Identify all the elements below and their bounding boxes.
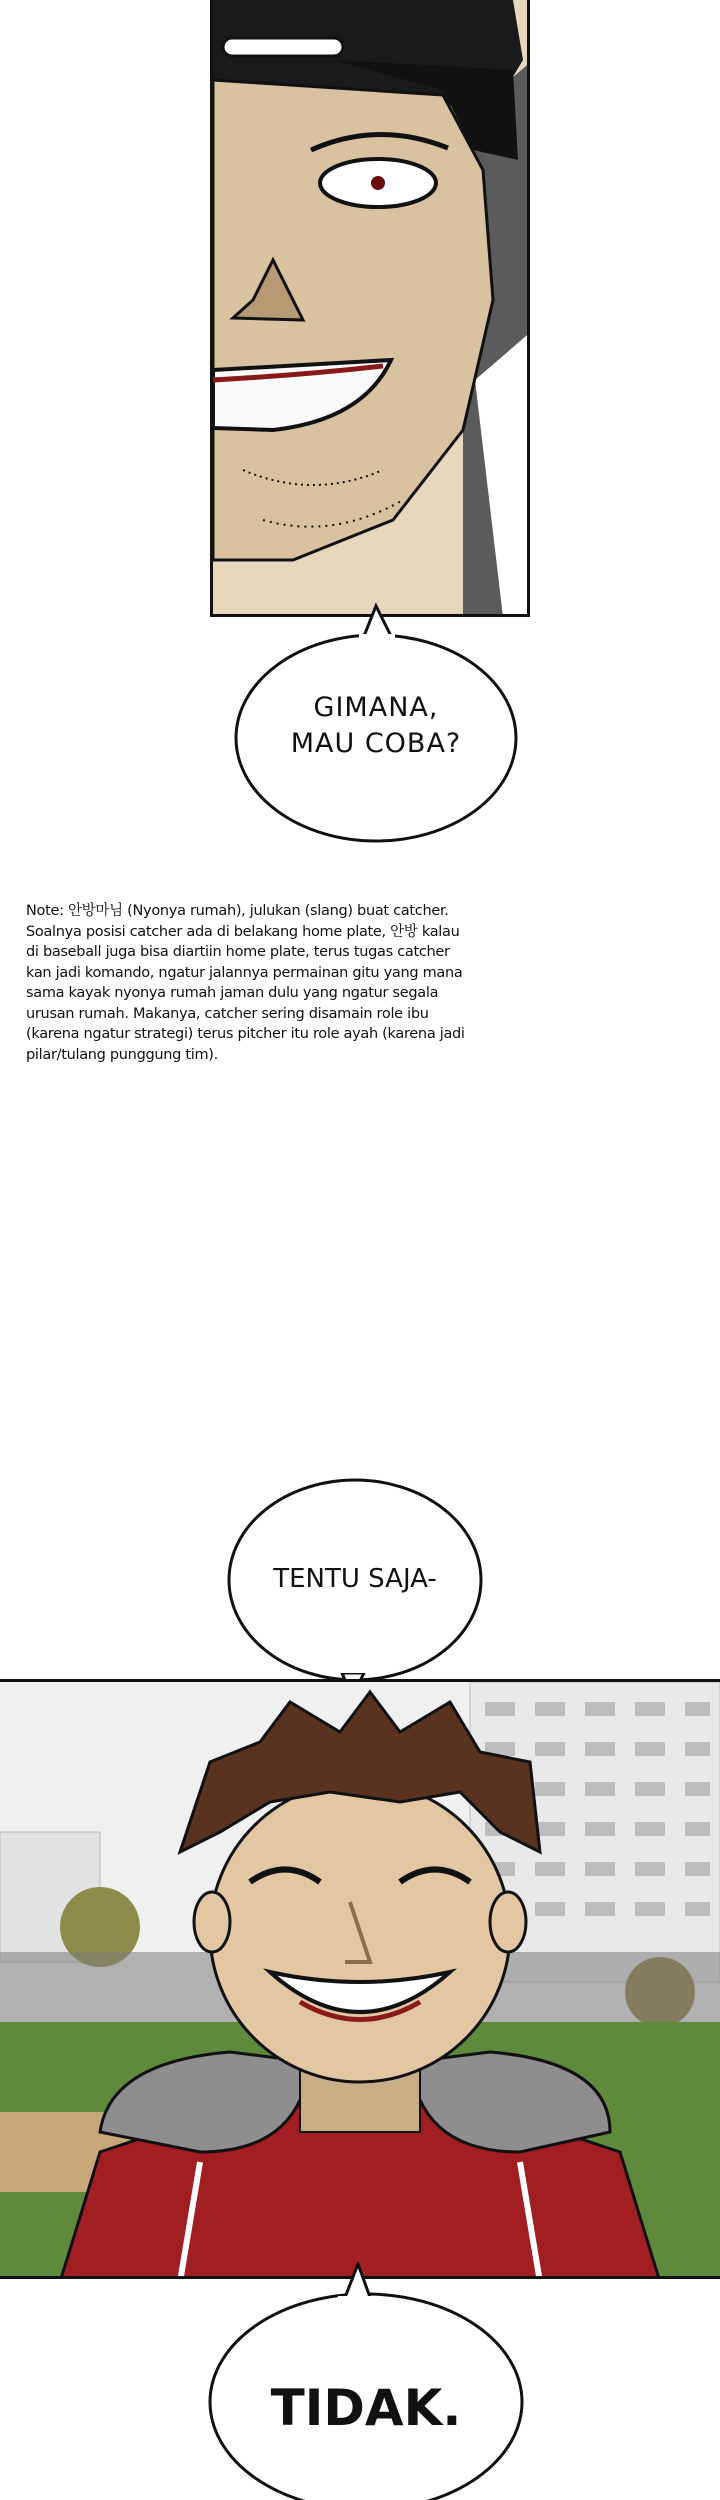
catcher-face-illustration <box>213 0 530 617</box>
bubble-text-gimana <box>231 690 521 762</box>
bubble-line-2: MAU COBA? <box>290 728 462 759</box>
speech-bubble-gimana <box>231 600 521 850</box>
bubble-line-1: GIMANA, <box>313 692 439 723</box>
speech-bubble-tidak <box>206 2262 526 2500</box>
smiling-player-illustration <box>0 1682 720 2279</box>
speech-bubble-tentu-saja <box>226 1475 484 1700</box>
top-comic-panel <box>210 0 530 617</box>
bubble-text-tentu-saja: TENTU SAJA- <box>273 1564 437 1594</box>
bottom-comic-panel <box>0 1679 720 2279</box>
translator-note: Note: 안방마님 (Nyonya rumah), julukan (slang) buat catcher. Soalnya posisi catcher ada di belakang home plate, 안방 kalau di baseball juga bisa diartiin home plate, terus tugas catcher kan jadi komando, ngatur jalannya permainan gitu yang mana sama kayak nyonya rumah jaman dulu yang ngatur segala urusan rumah. Makanya, catcher sering disamain role ibu (karena ngatur strategi) terus pitcher itu role ayah (karena jadi pilar/tulang punggung tim). <box>26 903 465 1063</box>
bubble-text-tidak: TIDAK. <box>270 2379 462 2437</box>
